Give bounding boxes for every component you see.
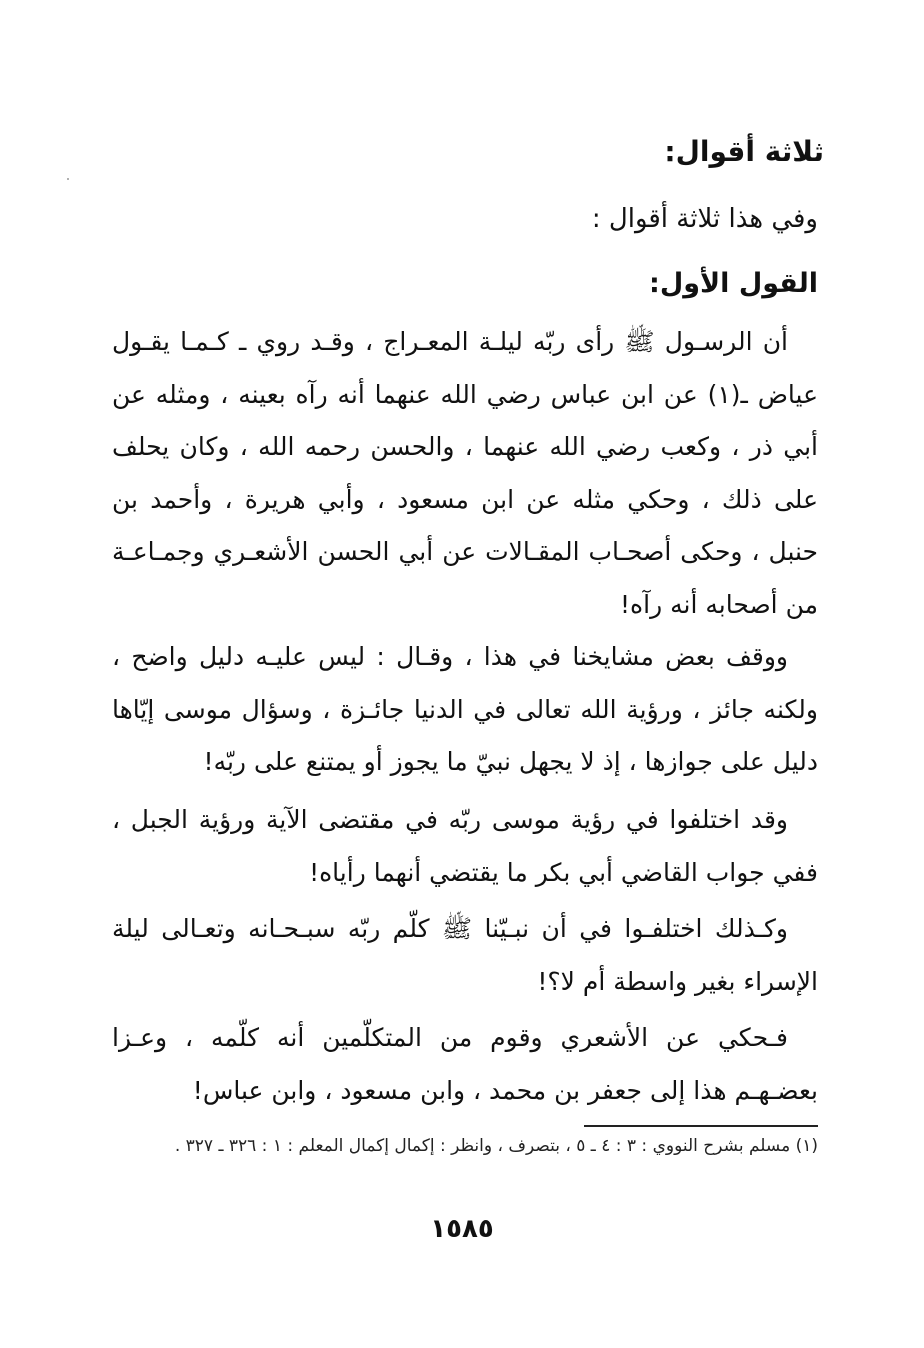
paragraph-2: ووقف بعض مشايخنا في هذا ، وقـال : ليس عليـه دليل واضح ، ولكنه جائز ، ورؤية الله تعالى في الدنيا جائـزة ، وسؤال موسى إيّاها دليل على جوازها ، إذ لا يجهل نبيّ ما يجوز أو يمتنع على ربّه!: [112, 642, 818, 776]
page-number: ١٥٨٥: [430, 1214, 494, 1244]
footnote: (١) مسلم بشرح النووي : ٣ : ٤ ـ ٥ ، بتصرف ، وانظر : إكمال إكمال المعلم : ١ : ٣٢٦ ـ ٣٢٧ .: [174, 1136, 818, 1156]
subheading-first-view: القول الأول:: [649, 268, 818, 299]
paragraph-4: وكـذلك اختلفـوا في أن نبـيّنا ﷺ كلّم ربّه سبـحـانه وتعـالى ليلة الإسراء بغير واسطة أم لا؟!: [112, 914, 818, 996]
intro-line: وفي هذا ثلاثة أقوال :: [591, 204, 818, 234]
paragraph-1: أن الرسـول ﷺ رأى ربّه ليلـة المعـراج ، وقـد روي ـ كـمـا يقـول عياض ـ(١) عن ابن عباس رضي الله عنهما أنه رآه بعينه ، ومثله عن أبي ذر ، وكعب رضي الله عنهما ، والحسن رحمه الله ، وكان يحلف على ذلك ، وحكي مثله عن ابن مسعود ، وأبي هريرة ، وأحمد بن حنبل ، وحكى أصحـاب المقـالات عن أبي الحسن الأشعـري وجمـاعـة من أصحابه أنه رآه!: [112, 327, 818, 619]
margin-speck: [67, 178, 69, 180]
section-heading: ثلاثة أقوال:: [664, 135, 824, 168]
footnote-divider: [584, 1125, 818, 1127]
paragraph-3: وقد اختلفوا في رؤية موسى ربّه في مقتضى الآية ورؤية الجبل ، ففي جواب القاضي أبي بكر ما يقتضي أنهما رأياه!: [112, 805, 818, 887]
paragraph-5: فـحكي عن الأشعري وقوم من المتكلّمين أنه كلّمه ، وعـزا بعضـهـم هذا إلى جعفر بن محمد ، وابن مسعود ، وابن عباس!: [112, 1023, 818, 1105]
